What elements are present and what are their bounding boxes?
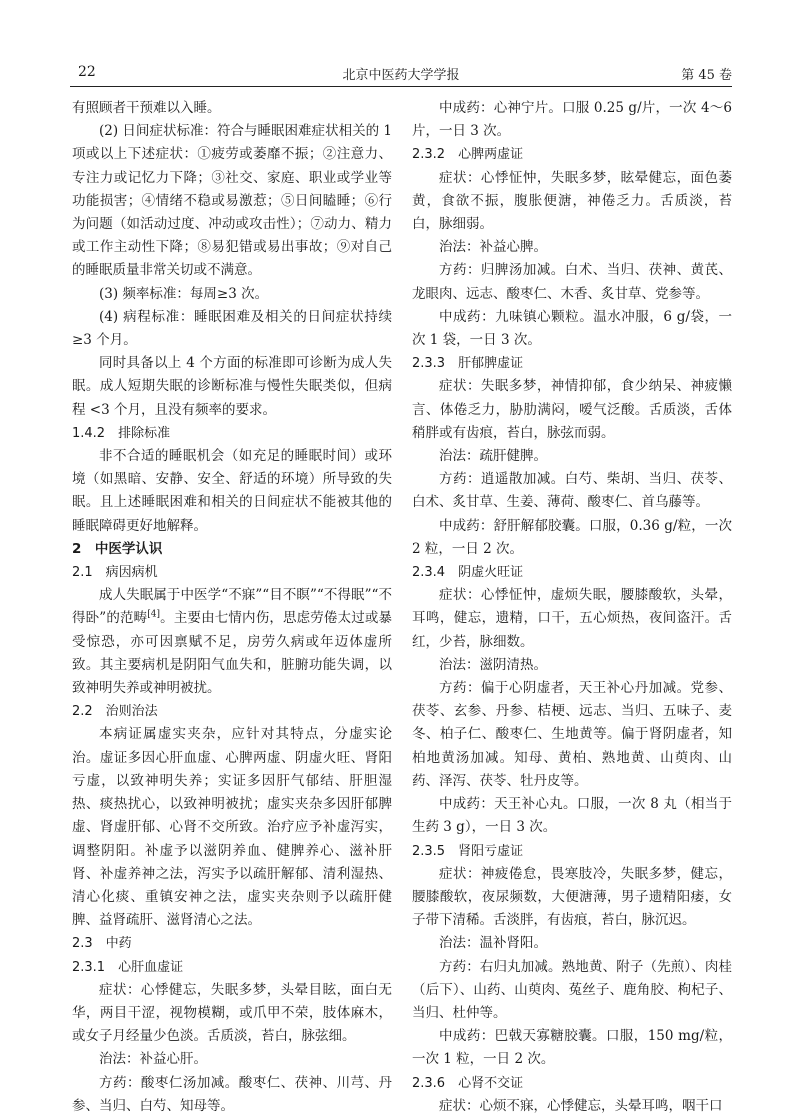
- section-heading: 2.2 治则治法: [72, 704, 158, 720]
- paragraph: 中成药：天王补心丸。口服，一次 8 丸（相当于生药 3 g），一日 3 次。: [412, 796, 732, 836]
- paragraph: 治法：滋阴清热。: [439, 656, 547, 673]
- paragraph: 症状：神疲倦怠，畏寒肢冷，失眠多梦，健忘，腰膝酸软，夜尿频数，大便溏薄，男子遗精阳痿，女子带下清稀。舌淡胖，有齿痕，苔白，脉沉迟。: [412, 865, 732, 929]
- paragraph: (4) 病程标准：睡眠困难及相关的日间症状持续≥3 个月。: [72, 308, 392, 349]
- paragraph: 中成药：舒肝解郁胶囊。口服，0.36 g/粒，一次 2 粒，一日 2 次。: [412, 517, 732, 557]
- section-heading: 2.3.6 心肾不交证: [412, 1075, 524, 1091]
- section-heading: 2.3.4 阴虚火旺证: [412, 565, 524, 581]
- paragraph: 症状：心悸怔忡，失眠多梦，眩晕健忘，面色萎黄，食欲不振，腹胀便溏，神倦乏力。舌质淡，苔白，脉细弱。: [412, 169, 732, 233]
- paragraph: 非不合适的睡眠机会（如充足的睡眠时间）或环境（如黑暗、安静、安全、舒适的环境）所导致的失眠。且上述睡眠困难和相关的日间症状不能被其他的睡眠障碍更好地解释。: [72, 448, 392, 534]
- paragraph: 中成药：心神宁片。口服 0.25 g/片，一次 4～6 片，一日 3 次。: [412, 100, 732, 140]
- paragraph: 症状：失眠多梦，神情抑郁，食少纳呆、神疲懒言、体倦乏力，胁肋满闷，嗳气泛酸。舌质淡，舌体稍胖或有齿痕，苔白，脉弦而弱。: [412, 378, 732, 441]
- section-heading: 2 中医学认识: [72, 540, 163, 557]
- paragraph: 同时具备以上 4 个方面的标准即可诊断为成人失眠。成人短期失眠的诊断标准与慢性失眠类似，但病程 <3 个月，且没有频率的要求。: [72, 355, 392, 418]
- page-header: [70, 56, 732, 84]
- section-heading: 2.3.3 肝郁脾虚证: [412, 356, 524, 372]
- paragraph: 症状：心悸怔忡，虚烦失眠，腰膝酸软，头晕，耳鸣，健忘，遗精，口干，五心烦热，夜间盗汗。舌红，少苔，脉细数。: [412, 587, 732, 650]
- paragraph: 治法：疏肝健脾。: [439, 448, 547, 465]
- page-number: 22: [78, 64, 96, 80]
- volume-label: 第 45 卷: [681, 68, 732, 83]
- paragraph-text: 。主要由七情内伤，思虑劳倦太过或暴受惊恐，亦可因禀赋不足，房劳久病或年迈体虚所致。其主要病机是阴阳气血失和，脏腑功能失调，以致神明失养或神明被扰。: [72, 610, 393, 697]
- header-rule: [70, 86, 732, 87]
- paragraph: 中成药：巴戟天寡糖胶囊。口服，150 mg/粒，一次 1 粒，一日 2 次。: [412, 1028, 732, 1068]
- left-column: [72, 97, 392, 1118]
- section-heading: 2.3.2 心脾两虚证: [412, 147, 524, 163]
- citation-ref: [4]: [147, 609, 161, 620]
- section-heading: 2.1 病因病机: [72, 565, 158, 581]
- paragraph: 治法：补益心脾。: [439, 239, 547, 256]
- paragraph: 有照顾者干预难以入睡。: [72, 100, 221, 116]
- paragraph: (2) 日间症状标准：符合与睡眠困难症状相关的 1 项或以上下述症状：①疲劳或萎靡不振；②注意力、专注力或记忆力下降；③社交、家庭、职业或学业等功能损害；④情绪不稳或易激惹；⑤日间瞌睡；⑥行为问题（如活动过度、冲动或攻击性）；⑦动力、精力或工作主动性下降；⑧易犯错或易出事故；⑨对自己的睡眠质量非常关切或不满意。: [72, 123, 392, 279]
- paragraph: 方药：偏于心阴虚者，天王补心丹加减。党参、茯苓、玄参、丹参、桔梗、远志、当归、五味子、麦冬、柏子仁、酸枣仁、生地黄等。偏于肾阴虚者，知柏地黄汤加减。知母、黄柏、熟地黄、山萸肉、山药、泽泻、茯苓、牡丹皮等。: [412, 680, 732, 789]
- right-column: [412, 97, 732, 1118]
- paragraph: 方药：右归丸加减。熟地黄、附子（先煎）、肉桂（后下）、山药、山萸肉、菟丝子、鹿角胶、枸杞子、当归、杜仲等。: [412, 958, 732, 1021]
- section-heading: 2.3.1 心肝血虚证: [72, 959, 184, 975]
- paragraph: 方药：归脾汤加减。白术、当归、茯神、黄芪、龙眼肉、远志、酸枣仁、木香、炙甘草、党参等。: [412, 262, 732, 302]
- paragraph: [72, 584, 392, 700]
- section-heading: 2.3.5 肾阳亏虚证: [412, 843, 524, 859]
- paragraph: 中成药：九味镇心颗粒。温水冲服，6 g/袋，一次 1 袋，一日 3 次。: [412, 308, 732, 349]
- paragraph: 治法：补益心肝。: [99, 1051, 207, 1068]
- paragraph-text: 成人失眠属于中医学“不寐”“目不瞑”“不得眠”“不得卧”的范畴: [72, 587, 392, 627]
- paragraph: 本病证属虚实夹杂，应针对其特点，分虚实论治。虚证多因心肝血虚、心脾两虚、阴虚火旺、肾阳亏虚，以致神明失养；实证多因肝气郁结、肝胆湿热、痰热扰心，以致神明被扰；虚实夹杂多因肝郁脾虚、肾虚肝郁、心肾不交所致。治疗应予补虚泻实，调整阴阳。补虚予以滋阴养血、健脾养心、滋补肝肾、补虚养神之法，泻实予以疏肝解郁、清利湿热、清心化痰、重镇安神之法，虚实夹杂则予以疏肝健脾、益肾疏肝、滋肾清心之法。: [72, 726, 392, 929]
- section-heading: 2.3 中药: [72, 936, 132, 952]
- journal-title: 北京中医药大学学报: [342, 68, 460, 83]
- paragraph: 症状：心烦不寐，心悸健忘，头晕耳鸣，咽干口: [439, 1097, 723, 1114]
- paragraph: (3) 频率标准：每周≥3 次。: [99, 285, 269, 302]
- paragraph: 方药：逍遥散加减。白芍、柴胡、当归、茯苓、白术、炙甘草、生姜、薄荷、酸枣仁、首乌藤等。: [412, 471, 732, 511]
- paragraph: 症状：心悸健忘，失眠多梦，头晕目眩，面白无华，两目干涩，视物模糊，或爪甲不荣，肢体麻木，或女子月经量少色淡。舌质淡，苔白，脉弦细。: [72, 981, 392, 1045]
- paragraph: 治法：温补肾阳。: [439, 935, 547, 952]
- paragraph: 方药：酸枣仁汤加减。酸枣仁、茯神、川芎、丹参、当归、白芍、知母等。: [72, 1074, 392, 1114]
- section-heading: 1.4.2 排除标准: [72, 425, 171, 441]
